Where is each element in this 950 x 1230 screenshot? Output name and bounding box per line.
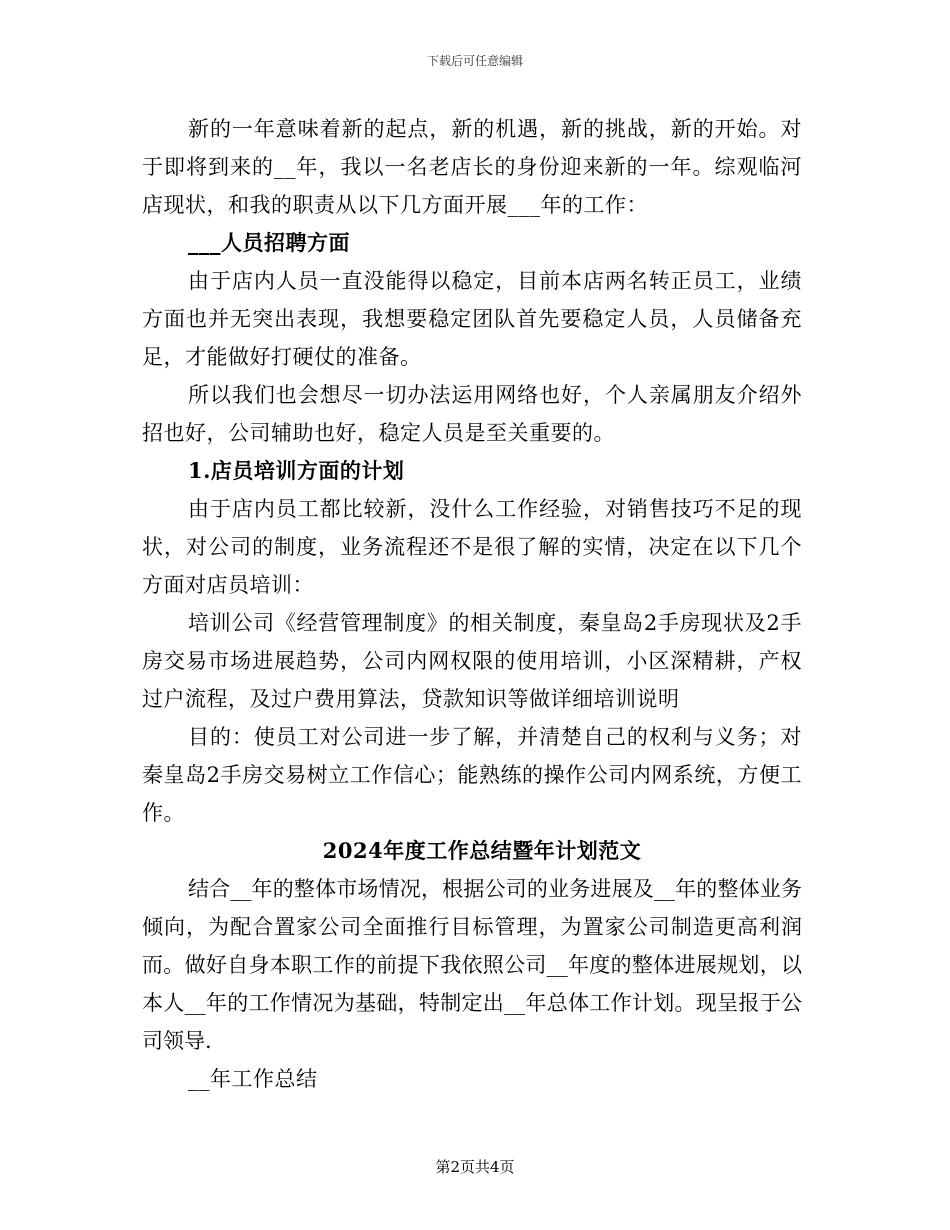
page-header: 下载后可任意编辑	[426, 54, 523, 68]
section-heading-training: 1.店员培训方面的计划	[188, 458, 405, 483]
paragraph-summary-heading: __年工作总结	[188, 1067, 318, 1091]
paragraph-intro: 新的一年意味着新的起点，新的机遇，新的挑战，新的开始。对于即将到来的__年，我以一名老店长的身份迎来新的一年。综观临河店现状，和我的职责从以下几方面开展___年的工作：	[142, 117, 802, 217]
paragraph-training-reason: 由于店内员工都比较新，没什么工作经验，对销售技巧不足的现状，对公司的制度，业务流程还不是很了解的实情，决定在以下几个方面对店员培训：	[142, 497, 802, 597]
paragraph-training-purpose: 目的：使员工对公司进一步了解，并清楚自己的权利与义务；对秦皇岛2手房交易树立工作信心；能熟练的操作公司内网系统，方便工作。	[142, 725, 802, 825]
section-heading-recruitment: ___人员招聘方面	[188, 230, 350, 255]
document-body	[142, 110, 802, 1098]
paragraph-recruit-methods: 所以我们也会想尽一切办法运用网络也好，个人亲属朋友介绍外招也好，公司辅助也好，稳定人员是至关重要的。	[142, 383, 802, 445]
paragraph-staff-stability: 由于店内人员一直没能得以稳定，目前本店两名转正员工，业绩方面也并无突出表现，我想要稳定团队首先要稳定人员，人员储备充足，才能做好打硬仗的准备。	[142, 269, 802, 369]
page-footer: 第2页共4页	[435, 1158, 515, 1176]
document-title: 2024年度工作总结暨年计划范文	[322, 838, 642, 863]
paragraph-plan-intro: 结合__年的整体市场情况，根据公司的业务进展及__年的整体业务倾向，为配合置家公司全面推行目标管理，为置家公司制造更高利润而。做好自身本职工作的前提下我依照公司__年度的整体进展规划，以本人__年的工作情况为基础，特制定出__年总体工作计划。现呈报于公司领导.	[142, 877, 802, 1053]
paragraph-training-content: 培训公司《经营管理制度》的相关制度，秦皇岛2手房现状及2手房交易市场进展趋势，公司内网权限的使用培训，小区深精耕，产权过户流程，及过户费用算法，贷款知识等做详细培训说明	[142, 611, 802, 711]
